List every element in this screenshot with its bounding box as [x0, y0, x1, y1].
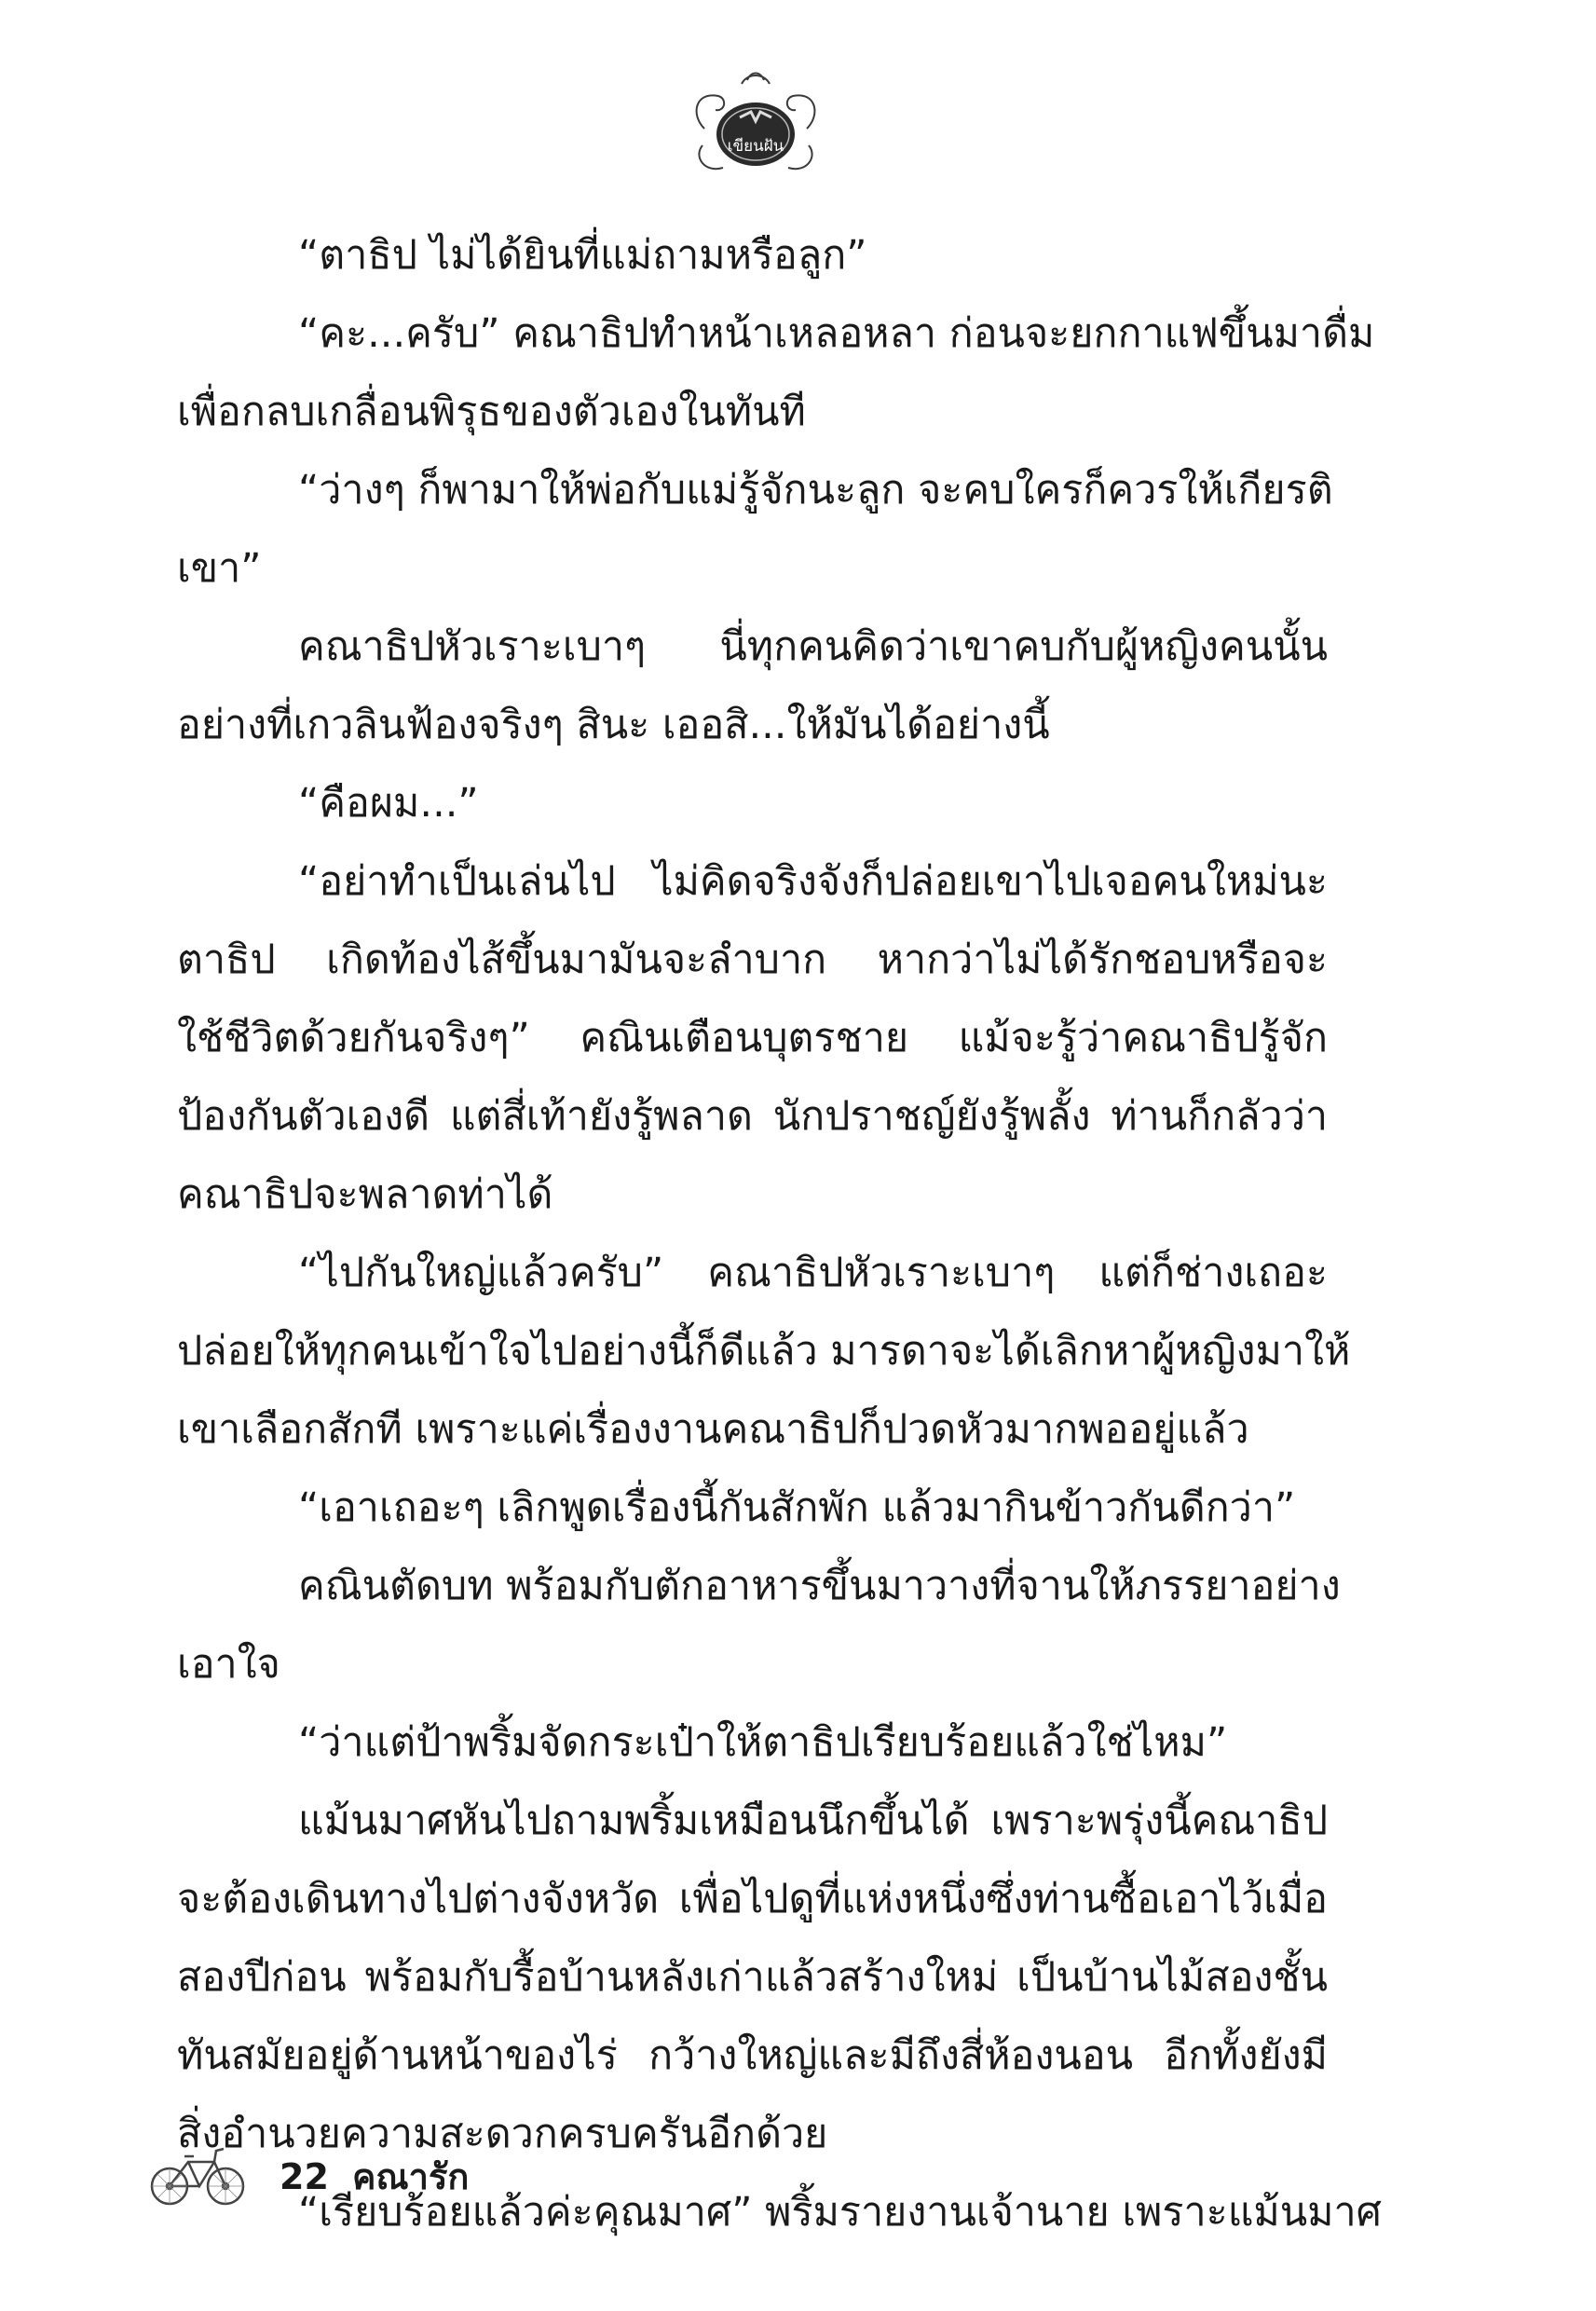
logo-text: เขียนฝัน	[727, 137, 784, 156]
paragraph-line: จะต้องเดินทางไปต่างจังหวัด เพื่อไปดูที่แห่งหนึ่งซึ่งท่านซื้อเอาไว้เมื่อ	[177, 1876, 1328, 1922]
page-footer	[149, 2141, 708, 2216]
paragraph-line: คณินตัดบท พร้อมกับตักอาหารขึ้นมาวางที่จานให้ภรรยาอย่าง	[298, 1563, 1341, 1609]
paragraph-line: “ว่าแต่ป้าพริ้มจัดกระเป๋าให้ตาธิปเรียบร้อยแล้วใช่ไหม”	[298, 1719, 1228, 1766]
paragraph-line: ตาธิป เกิดท้องไส้ขึ้นมามันจะลำบาก หากว่าไม่ได้รักชอบหรือจะ	[177, 937, 1328, 983]
paragraph-line: คณาธิปจะพลาดท่าได้	[177, 1171, 553, 1218]
paragraph-line: สิ่งอำนวยความสะดวกครบครันอีกด้วย	[177, 2111, 828, 2157]
paragraph-line: “คะ...ครับ” คณาธิปทำหน้าเหลอหลา ก่อนจะยกกาแฟขึ้นมาดื่ม	[298, 310, 1375, 357]
paragraph-line: เขา”	[177, 545, 262, 592]
paragraph-line: ใช้ชีวิตด้วยกันจริงๆ” คณินเตือนบุตรชาย แม้จะรู้ว่าคณาธิปรู้จัก	[177, 1015, 1328, 1061]
paragraph-line: “อย่าทำเป็นเล่นไป ไม่คิดจริงจังก็ปล่อยเขาไปเจอคนใหม่นะ	[298, 858, 1328, 905]
publisher-logo	[686, 63, 825, 185]
paragraph-line: ปล่อยให้ทุกคนเข้าใจไปอย่างนี้ก็ดีแล้ว มารดาจะได้เลิกหาผู้หญิงมาให้	[177, 1328, 1351, 1374]
paragraph-line: “เรียบร้อยแล้วค่ะคุณมาศ” พริ้มรายงานเจ้านาย เพราะแม้นมาศ	[298, 2189, 1382, 2236]
page-number: 22	[280, 2156, 329, 2197]
book-title: คณารัก	[352, 2156, 470, 2197]
paragraph-line: เขาเลือกสักที เพราะแค่เรื่องงานคณาธิปก็ปวดหัวมากพออยู่แล้ว	[177, 1406, 1249, 1453]
paragraph-line: “คือผม...”	[298, 780, 479, 827]
paragraph-line: “ว่างๆ ก็พามาให้พ่อกับแม่รู้จักนะลูก จะคบใครก็ควรให้เกียรติ	[298, 467, 1333, 513]
paragraph-line: แม้นมาศหันไปถามพริ้มเหมือนนึกขึ้นได้ เพราะพรุ่งนี้คณาธิป	[298, 1798, 1328, 1844]
paragraph-line: ป้องกันตัวเองดี แต่สี่เท้ายังรู้พลาด นักปราชญ์ยังรู้พลั้ง ท่านก็กลัวว่า	[177, 1093, 1328, 1140]
paragraph-line: สองปีก่อน พร้อมกับรื้อบ้านหลังเก่าแล้วสร้างใหม่ เป็นบ้านไม้สองชั้น	[177, 1954, 1328, 2001]
paragraph-line: “เอาเถอะๆ เลิกพูดเรื่องนี้กันสักพัก แล้วมากินข้าวกันดีกว่า”	[298, 1484, 1296, 1531]
paragraph-line: คณาธิปหัวเราะเบาๆ นี่ทุกคนคิดว่าเขาคบกับผู้หญิงคนนั้น	[298, 623, 1328, 670]
paragraph-line: อย่างที่เกวลินฟ้องจริงๆ สินะ เออสิ...ให้มันได้อย่างนี้	[177, 702, 1050, 748]
paragraph-line: ทันสมัยอยู่ด้านหน้าของไร่ กว้างใหญ่และมีถึงสี่ห้องนอน อีกทั้งยังมี	[177, 2032, 1328, 2079]
paragraph-line: เอาใจ	[177, 1641, 280, 1688]
bicycle-icon	[149, 2141, 246, 2208]
paragraph-line: “ไปกันใหญ่แล้วครับ” คณาธิปหัวเราะเบาๆ แต่ก็ช่างเถอะ	[298, 1250, 1328, 1296]
paragraph-line: “ตาธิป ไม่ได้ยินที่แม่ถามหรือลูก”	[298, 232, 867, 279]
paragraph-line: เพื่อกลบเกลื่อนพิรุธของตัวเองในทันที	[177, 389, 806, 435]
